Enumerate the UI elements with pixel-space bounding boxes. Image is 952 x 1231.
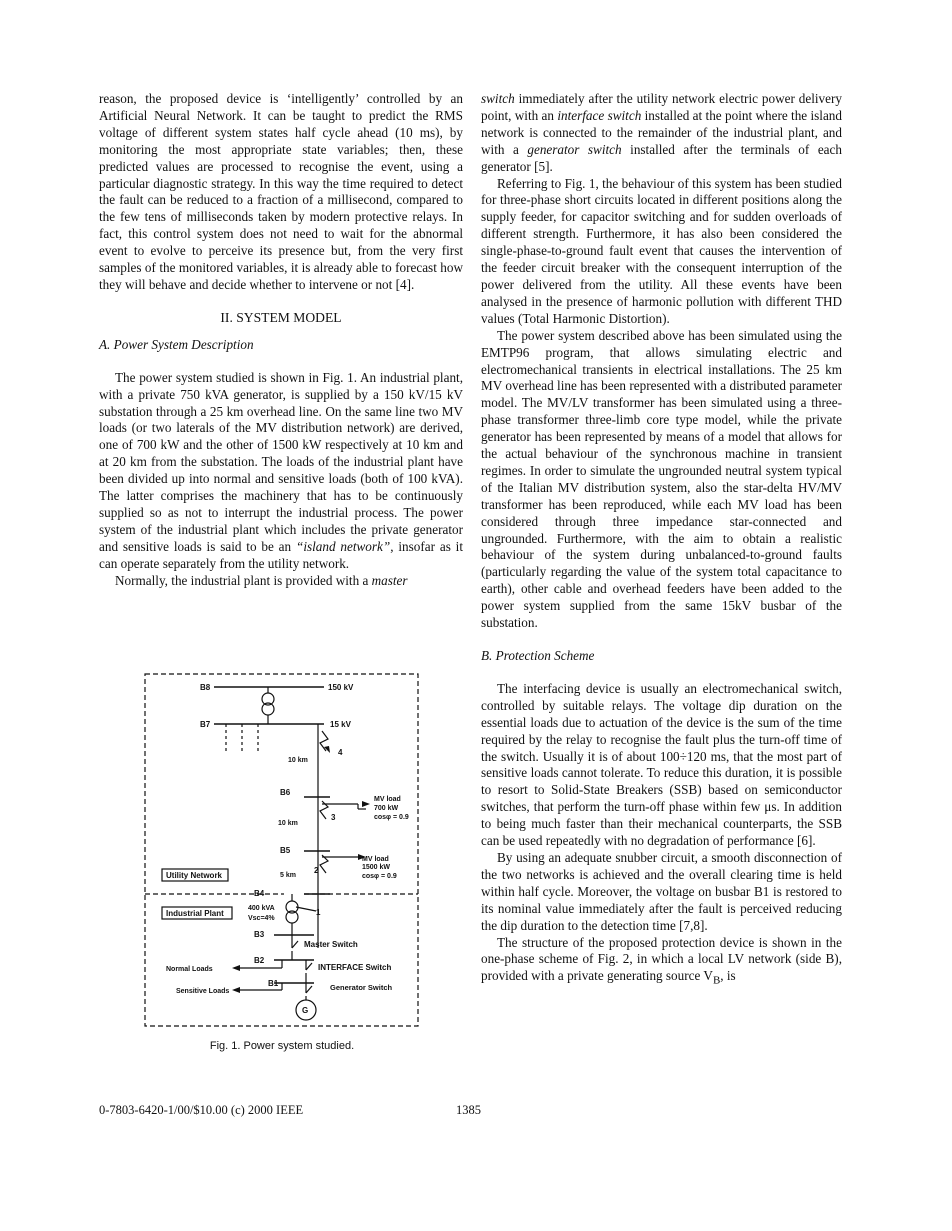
label-b5: B5	[280, 846, 291, 855]
master-switch-contact	[292, 941, 298, 948]
normal-loads-arrow	[232, 965, 240, 971]
label-b7: B7	[200, 720, 211, 729]
sensitive-loads-arrow	[232, 987, 240, 993]
right-paragraph-4: The interfacing device is usually an electromechanical switch, controlled by suitable relays. The voltage dip duration on the essential loads due to actuation of the device is the sum of the time required by the relay to recognise the fault plus the turn-off time of the switch. Usually it is of about 100÷120 ms, that the most part of sensitive loads cannot tolerate. To reduce this duration, it is possible to resort to Solid-State Breakers (SSB) based on semiconductor switches, that perform the turn-off phase within few μs. In addition to being much faster than their mechanical counterparts, the SSB can be used repeatedly with no degradation of performance [6].	[481, 680, 842, 849]
label-generator-g: G	[302, 1006, 309, 1015]
label-10km-b: 10 km	[278, 820, 298, 827]
label-150kv: 150 kV	[328, 683, 354, 692]
label-fault-2: 2	[314, 866, 319, 875]
label-cosphi-2: cosφ = 0.9	[362, 873, 397, 880]
label-b2: B2	[254, 956, 265, 965]
left-paragraph-2: The power system studied is shown in Fig. 1. An industrial plant, with a private 750 kVA generator, is supplied by a 150 kV/15 kV substation through a 25 km overhead line. On the same line two MV loads (or two laterals of the MV distribution network) are derived, one of 700 kW and the other of 1500 kW respectively at 10 km and at 20 km from the substation. The loads of the industrial plant have been divided up into normal and sensitive loads (both of 100 kVA). The latter comprises the machinery that has to be continuously supplied so as not to interrupt the industrial process. The power system of the industrial plant which includes the private generator and sensitive loads is said to be an “island network”, insofar as it can operate separately from the utility network.	[99, 369, 463, 571]
left-paragraph-3: Normally, the industrial plant is provided with a master	[115, 572, 408, 588]
label-b8: B8	[200, 683, 211, 692]
section-title: II. SYSTEM MODEL	[220, 309, 342, 325]
label-interface-switch: INTERFACE Switch	[318, 963, 392, 972]
label-cosphi-1: cosφ = 0.9	[374, 814, 409, 821]
interface-switch-contact	[306, 963, 312, 970]
label-1500kw: 1500 kW	[362, 864, 391, 871]
right-paragraph-6: The structure of the proposed protection device is shown in the one-phase scheme of Fig. 2, in which a local LV network (side B), provided with a private generating source $V_B$, is	[481, 934, 842, 987]
label-industrial-plant: Industrial Plant	[166, 909, 224, 918]
right-paragraph-3: The power system described above has been simulated using the EMTP96 program, that allows simulating electric and electromechanical transients in electrical installations. The 25 km MV overhead line has been represented with a distributed parameter model. The MV/LV transformer has been simulated using a three-phase transformer three-limb core type model, while the private generator has been represented by means of a model that allows for the actual behaviour of the synchronous machine in transient regimes. In order to simulate the ungrounded neutral system typical of the Italian MV distribution system, also the star-delta HV/MV transformer has been reproduced, while each MV load has been considered through three impedance star-connected and ungrounded. Furthermore, with the aim to obtain a realistic behaviour of the system during unbalanced-to-ground faults (particularly regarding the value of the system total capacitance to earth), other cable and overhead feeders have been added to the power system supplied from the same 15kV busbar of the substation.	[481, 327, 842, 631]
label-mv-load-2: MV load	[362, 856, 389, 863]
subsection-a-title: A. Power System Description	[99, 336, 254, 352]
label-b4: B4	[254, 889, 265, 898]
label-400kva: 400 kVA	[248, 905, 275, 912]
copyright-notice: 0-7803-6420-1/00/$10.00 (c) 2000 IEEE	[99, 1103, 304, 1117]
label-vsc: Vsc=4%	[248, 915, 275, 922]
label-b6: B6	[280, 788, 291, 797]
page-number: 1385	[456, 1103, 481, 1117]
label-b3: B3	[254, 930, 265, 939]
label-700kw: 700 kW	[374, 805, 399, 812]
island-network-term: “island network”	[295, 538, 391, 554]
label-fault-4: 4	[338, 748, 343, 757]
label-fault-1: 1	[316, 908, 321, 917]
right-paragraph-1: switch immediately after the utility network electric power delivery point, with an interface switch installed at the point where the island network is connected to the remainder of the industrial plant, and with a generator switch installed after the terminals of each generator [5].	[481, 91, 842, 174]
right-column	[481, 91, 842, 990]
label-mv-load-1: MV load	[374, 796, 401, 803]
label-fault-3: 3	[331, 813, 336, 822]
left-paragraph-1: reason, the proposed device is ‘intelligently’ controlled by an Artificial Neural Network. It can be taught to predict the RMS voltage of different system states half cycle ahead (10 ms), by monitoring the most appropriate state variables; then, these predicted values are processed to recognise the event, using a particular diagnostic strategy. In this way the time required to detect the fault can be reduced to a fraction of a millisecond, compared to the few tens of milliseconds taken by modern protective relays. In fact, this control system does not need to wait for the abnormal event to evolve to perceive its presence but, from the very first samples of the monitored variables, it is already able to forecast how they will behave and decide whether to intervene or not [4].	[99, 91, 463, 292]
label-10km-a: 10 km	[288, 757, 308, 764]
right-paragraph-5: By using an adequate snubber circuit, a smooth disconnection of the two networks is achieved and the overall clearing time is held within half cycle. Moreover, the voltage on busbar B1 is restored to its nominal value immediately after the fault is perceived reducing the dip duration to the detection time [7,8].	[481, 849, 842, 933]
right-paragraph-2: Referring to Fig. 1, the behaviour of this system has been studied for three-phase short circuits located in different positions along the supply feeder, for capacitor switching and for sudden overloads of different strength. Furthermore, it has also been considered the single-phase-to-ground fault event that causes the intervention of the feeder circuit breaker with the consequent interruption of the power delivered from the utility. All these events have been analysed in the presence of harmonic pollution with different THD values (Total Harmonic Distortion).	[481, 175, 842, 326]
subsection-b-title: B. Protection Scheme	[481, 648, 595, 663]
label-15kv: 15 kV	[330, 720, 351, 729]
label-b1: B1	[268, 979, 279, 988]
label-5km: 5 km	[280, 872, 296, 879]
label-normal-loads: Normal Loads	[166, 966, 213, 973]
left-column	[99, 91, 463, 589]
label-master-switch: Master Switch	[304, 940, 358, 949]
generator-switch-contact	[306, 986, 312, 993]
figure-caption: Fig. 1. Power system studied.	[209, 1040, 355, 1052]
mv-load-1-arrow	[362, 801, 370, 807]
power-system-diagram	[144, 673, 420, 1029]
label-generator-switch: Generator Switch	[330, 983, 393, 992]
label-utility-network: Utility Network	[166, 871, 223, 880]
label-sensitive-loads: Sensitive Loads	[176, 988, 230, 995]
